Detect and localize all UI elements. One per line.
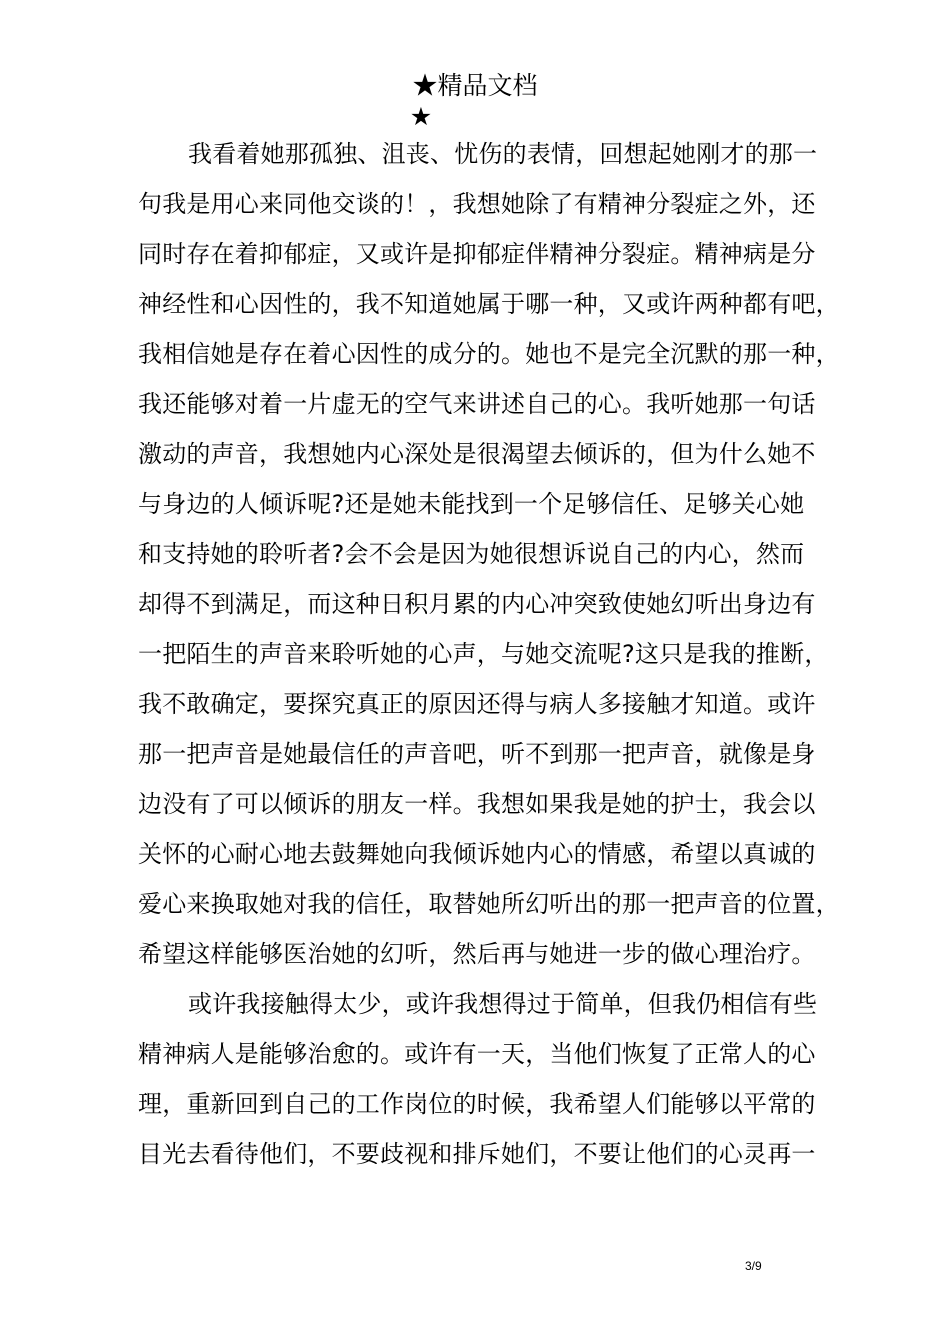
text-line: 边没有了可以倾诉的朋友一样。我想如果我是她的护士，我会以: [138, 790, 816, 818]
text-line: 我还能够对着一片虚无的空气来讲述自己的心。我听她那一句话: [138, 390, 816, 418]
text-line: 或许我接触得太少，或许我想得过于简单，但我仍相信有些: [188, 990, 818, 1018]
page-number: 3/9: [745, 1259, 762, 1273]
text-line: 理，重新回到自己的工作岗位的时候，我希望人们能够以平常的: [138, 1090, 816, 1118]
header-star: ★: [409, 102, 433, 131]
text-line: 同时存在着抑郁症，又或许是抑郁症伴精神分裂症。精神病是分: [138, 240, 816, 268]
text-line: 神经性和心因性的，我不知道她属于哪一种，又或许两种都有吧，: [138, 290, 840, 318]
document-header-title: ★精品文档: [412, 71, 538, 100]
text-line: 目光去看待他们，不要歧视和排斥她们，不要让他们的心灵再一: [138, 1140, 816, 1168]
text-line: 关怀的心耐心地去鼓舞她向我倾诉她内心的情感，希望以真诚的: [138, 840, 816, 868]
text-line: 爱心来换取她对我的信任，取替她所幻听出的那一把声音的位置，: [138, 890, 840, 918]
text-line: 激动的声音，我想她内心深处是很渴望去倾诉的，但为什么她不: [138, 440, 816, 468]
text-line: 与身边的人倾诉呢?还是她未能找到一个足够信任、足够关心她: [138, 490, 805, 518]
text-line: 精神病人是能够治愈的。或许有一天，当他们恢复了正常人的心: [138, 1040, 816, 1068]
text-line: 那一把声音是她最信任的声音吧，听不到那一把声音，就像是身: [138, 740, 816, 768]
text-line: 句我是用心来同他交谈的！，我想她除了有精神分裂症之外，还: [138, 190, 816, 218]
text-line: 却得不到满足，而这种日积月累的内心冲突致使她幻听出身边有: [138, 590, 816, 618]
document-body: [138, 129, 838, 1179]
text-line: 和支持她的聆听者?会不会是因为她很想诉说自己的内心，然而: [138, 540, 805, 568]
text-line: 我看着她那孤独、沮丧、忧伤的表情，回想起她刚才的那一: [188, 140, 818, 168]
text-line: 希望这样能够医治她的幻听，然后再与她进一步的做心理治疗。: [138, 940, 816, 968]
text-line: 我相信她是存在着心因性的成分的。她也不是完全沉默的那一种，: [138, 340, 840, 368]
text-line: 一把陌生的声音来聆听她的心声，与她交流呢?这只是我的推断，: [138, 640, 829, 668]
text-line: 我不敢确定，要探究真正的原因还得与病人多接触才知道。或许: [138, 690, 816, 718]
